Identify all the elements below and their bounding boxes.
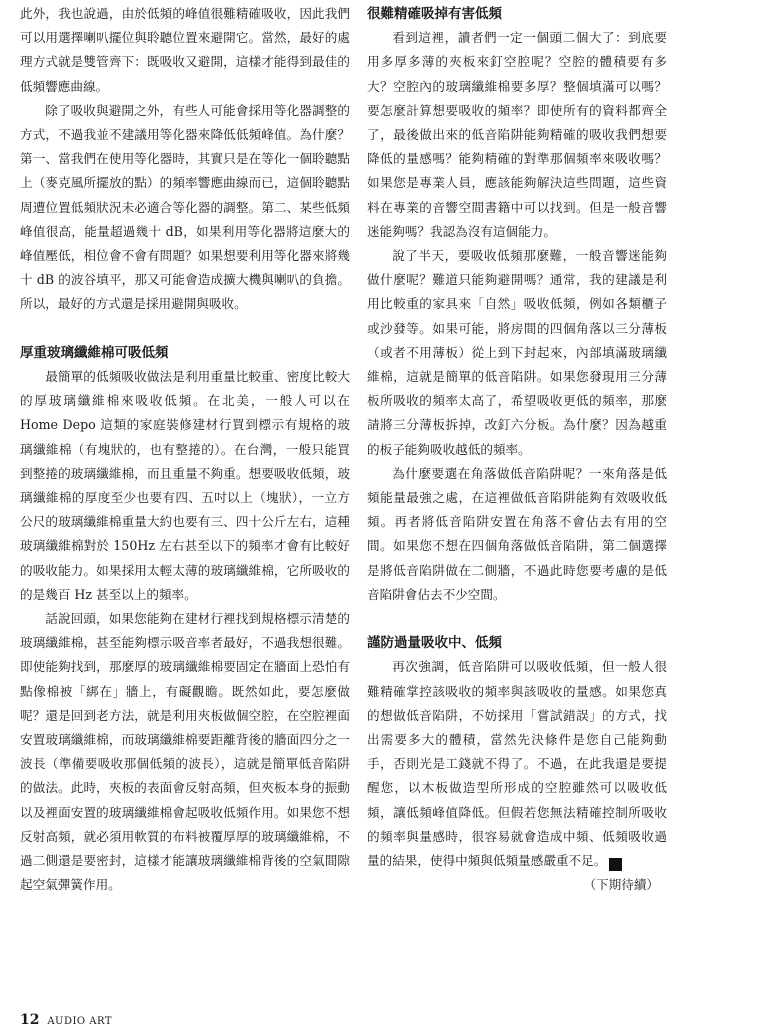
section-heading: 謹防過量吸收中、低頻 <box>367 635 502 652</box>
left-column <box>20 2 350 898</box>
right-column <box>367 2 667 898</box>
paragraph: 除了吸收與避開之外，有些人可能會採用等化器調整的方式，不過我並不建議用等化器來降低低頻峰值。為什麼？第一、當我們在使用等化器時，其實只是在等化一個聆聽點上（麥克風所擺放的點）的頻率響應曲線而已，這個聆聽點周遭位置低頻狀況未必適合等化器的調整。第二、某些低頻峰值很高，能量超過幾十 dB，如果利用等化器將這麼大的峰值壓低，相位會不會有問題？如果想要利用等化器來將幾十 dB 的波谷填平，那又可能會造成擴大機與喇叭的負擔。所以，最好的方式還是採用避開與吸收。 <box>20 102 350 312</box>
paragraph-text: 再次強調，低音陷阱可以吸收低頻，但一般人很難精確掌控該吸收的頻率與該吸收的量感。如果您真的想做低音陷阱，不妨採用「嘗試錯誤」的方式，找出需要多大的體積，當然先決條件是您自己能夠動手，否則光是工錢就不得了。不過，在此我還是要提醒您，以木板做造型所形成的空腔雖然可以吸收低頻，讓低頻峰值降低。但假若您無法精確控制所吸收的頻率與量感時，很容易就會造成中頻、低頻吸收過量的結果，使得中頻與低頻量感嚴重不足。 <box>367 659 667 869</box>
paragraph: 話說回頭，如果您能夠在建材行裡找到規格標示清楚的玻璃纖維棉，甚至能夠標示吸音率者最好，不過我想很難。即使能夠找到，那麼厚的玻璃纖維棉要固定在牆面上恐怕有點像棉被「綁在」牆上，有礙觀瞻。既然如此，要怎麼做呢？還是回到老方法，就是利用夾板做個空腔，在空腔裡面安置玻璃纖維棉，而玻璃纖維棉要距離背後的牆面四分之一波長（準備要吸收那個低頻的波長），這就是簡單低音陷阱的做法。此時，夾板的表面會反射高頻，但夾板本身的振動以及裡面安置的玻璃纖維棉會起吸收低頻作用。如果您不想反射高頻，就必須用軟質的布料被覆厚厚的玻璃纖維棉，不過二側還是要密封，這樣才能讓玻璃纖維棉背後的空氣間隙起空氣彈簧作用。 <box>20 611 350 893</box>
audio-art-end-mark-icon: AA <box>609 858 622 871</box>
paragraph <box>367 655 667 873</box>
section-gap <box>367 607 667 631</box>
paragraph: 說了半天，要吸收低頻那麼難，一般音響迷能夠做什麼呢？難道只能夠避開嗎？通常，我的建議是利用比較重的家具來「自然」吸收低頻，例如各類櫃子或沙發等。如果可能，將房間的四個角落以三分薄板（或者不用薄板）從上到下封起來，內部填滿玻璃纖維棉，這就是簡單的低音陷阱。如果您發現用三分薄板所吸收的頻率太高了，希望吸收更低的頻率，那麼請將三分薄板拆掉，改釘六分板。為什麼？因為越重的板子能夠吸收越低的頻率。 <box>367 248 667 457</box>
page-footer <box>20 1012 112 1028</box>
to-be-continued: （下期待續） <box>583 877 659 893</box>
section-heading: 很難精確吸掉有害低頻 <box>367 6 502 22</box>
magazine-name: AUDIO ART <box>47 1016 113 1027</box>
section-gap <box>20 317 350 341</box>
paragraph: 此外，我也說過，由於低頻的峰值很難精確吸收，因此我們可以用選擇喇叭擺位與聆聽位置來避開它。當然，最好的處理方式就是雙管齊下：既吸收又避開，這樣才能得到最佳的低頻響應曲線。 <box>20 6 350 94</box>
section-heading: 厚重玻璃纖維棉可吸低頻 <box>20 344 169 361</box>
page-number: 12 <box>20 1012 40 1028</box>
paragraph: 為什麼要選在角落做低音陷阱呢？一來角落是低頻能量最強之處，在這裡做低音陷阱能夠有效吸收低頻。再者將低音陷阱安置在角落不會佔去有用的空間。如果您不想在四個角落做低音陷阱，第二個選擇是將低音陷阱做在二側牆，不過此時您要考慮的是低音陷阱會佔去不少空間。 <box>367 465 667 602</box>
paragraph: 看到這裡，讀者們一定一個頭二個大了：到底要用多厚多薄的夾板來釘空腔呢？空腔的體積要有多大？空腔內的玻璃纖維棉要多厚？整個填滿可以嗎？要怎麼計算想要吸收的頻率？即使所有的資料都齊全了，最後做出來的低音陷阱能夠精確的吸收我們想要降低的量感嗎？能夠精確的對準那個頻率來吸收嗎？如果您是專業人員，應該能夠解決這些問題，這些資料在專業的音響空間書籍中可以找到。但是一般音響迷能夠嗎？我認為沒有這個能力。 <box>367 30 667 239</box>
paragraph: 最簡單的低頻吸收做法是利用重量比較重、密度比較大的厚玻璃纖維棉來吸收低頻。在北美，一般人可以在 Home Depo 這類的家庭裝修建材行買到標示有規格的玻璃纖維棉（有塊狀的，也有整捲的）。在台灣，一般只能買到整捲的玻璃纖維棉，而且重量不夠重。想要吸收低頻，玻璃纖維棉的厚度至少也要有四、五吋以上（塊狀），一立方公尺的玻璃纖維棉重量大約也要有三、四十公斤左右，這種玻璃纖維棉對於 150Hz 左右甚至以下的頻率才會有比較好的吸收能力。如果採用太輕太薄的玻璃纖維棉，它所吸收的的是幾百 Hz 甚至以上的頻率。 <box>20 369 350 602</box>
